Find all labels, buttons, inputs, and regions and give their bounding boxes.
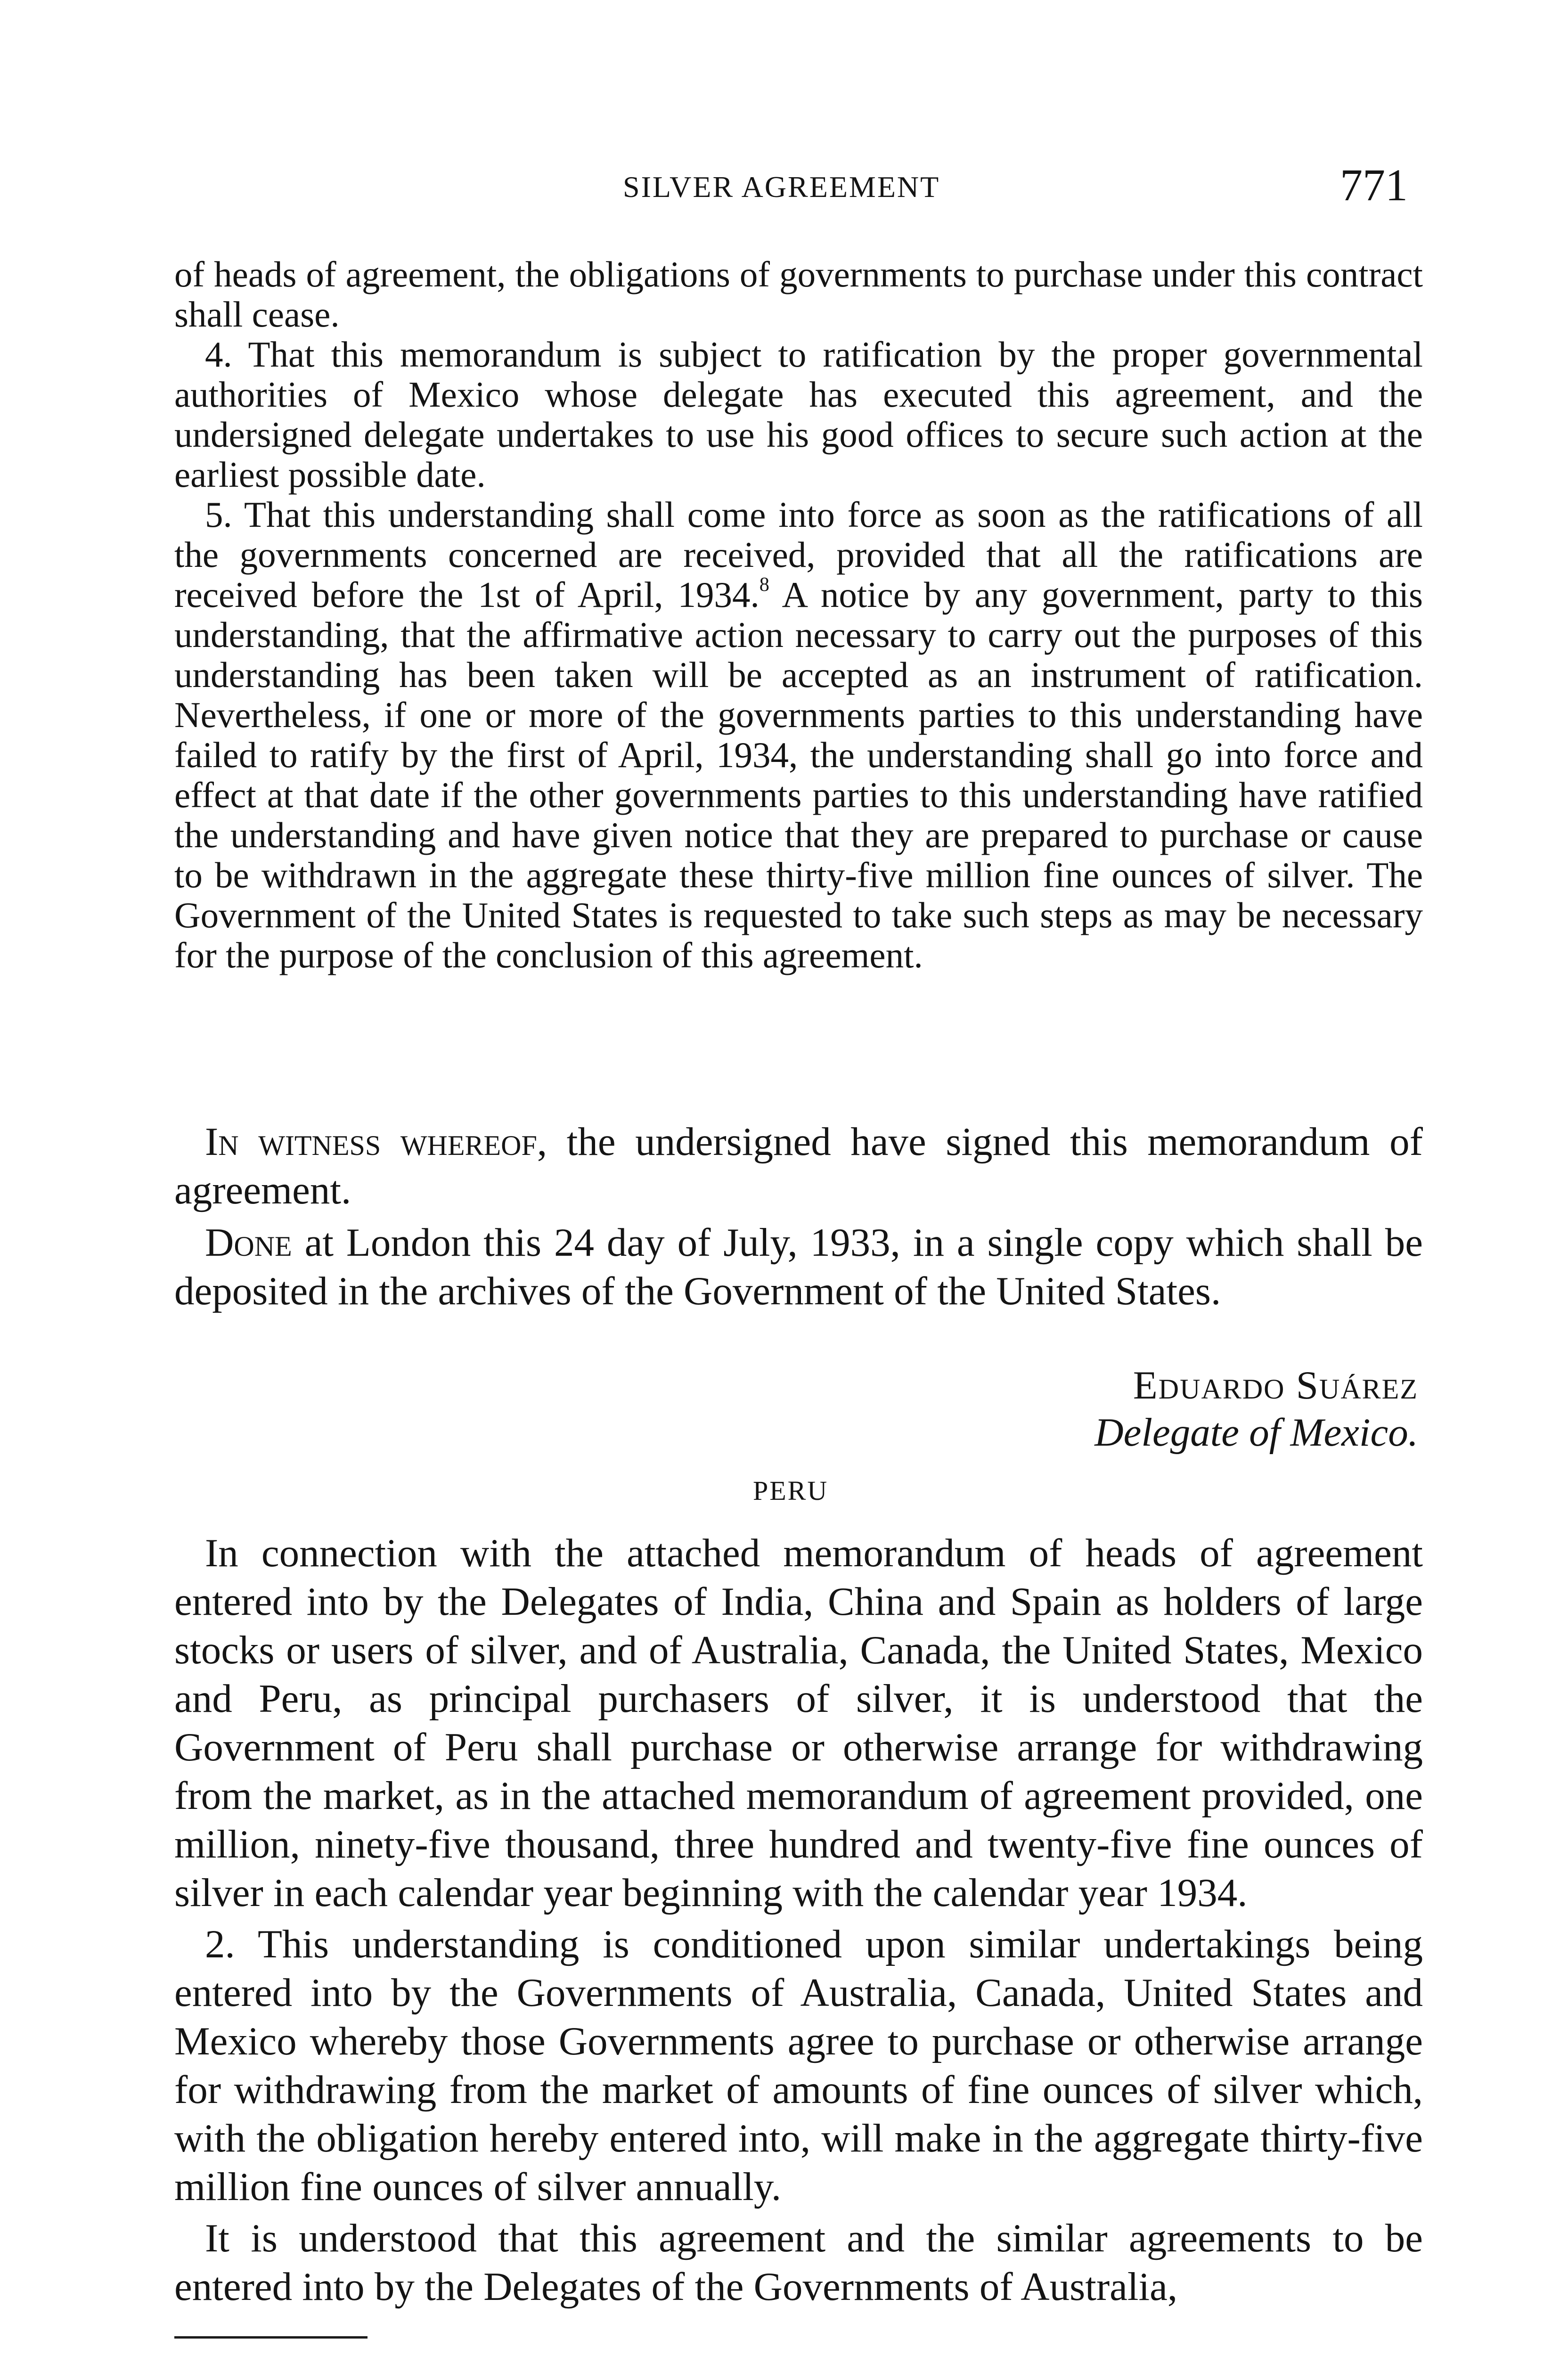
signatory-role: Delegate of Mexico.: [1094, 1410, 1418, 1455]
clause-5-text-rest: A notice by any government, party to this understanding, that the affirmative action necessary to carry out the purposes of this understanding has been taken will be accepted as an instrument of ratification. Nevertheless, if one or more of the governments parties to this understanding have failed to ratify by the first of April, 1934, the understanding shall go into force and effect at that date if the other governments parties to this understanding have ratified the understanding and have given notice that they are prepared to purchase or cause to be withdrawn in the aggregate these thirty-five million fine ounces of silver. The Government of the United States is requested to take such steps as may be necessary for the purpose of the conclusion of this agreement.: [174, 574, 1423, 975]
peru-paragraph-2: 2. This understanding is conditioned upon similar undertakings being entered into by the Governments of Australia, Canada, United States and Mexico whereby those Governments agree to purchase or otherwise arrange for withdrawing from the market of amounts of fine ounces of silver which, with the obligation hereby entered into, will make in the aggregate thirty-five million fine ounces of silver annually.: [174, 1922, 1423, 2209]
done-lead: Done: [205, 1220, 292, 1265]
section-heading: PERU: [753, 1475, 829, 1506]
done-paragraph: [174, 1219, 1423, 1316]
signature-block: [1094, 1362, 1418, 1456]
paragraph-continuation: of heads of agreement, the obligations of governments to purchase under this contract shall cease.: [174, 254, 1423, 335]
clause-5-text: 5. That this understanding shall come into force as soon as the ratifications of all the governments concerned are received, provided that all the ratifications are received before the 1st of April, 1934.: [174, 494, 1423, 615]
closing-text: [174, 1118, 1423, 1316]
page-number: 771: [1340, 160, 1408, 210]
peru-paragraph-1: In connection with the attached memorandum of heads of agreement entered into by the Delegates of India, China and Spain as holders of large stocks or users of silver, and of Australia, Canada, the United States, Mexico and Peru, as principal purchasers of silver, it is understood that the Government of Peru shall purchase or otherwise arrange for withdrawing from the market, as in the attached memorandum of agreement provided, one million, ninety-five thousand, three hundred and twenty-five fine ounces of silver in each calendar year beginning with the calendar year 1934.: [174, 1531, 1423, 1915]
footnote-divider: [174, 2336, 368, 2339]
witness-lead: In witness whereof,: [205, 1120, 547, 1164]
running-title: SILVER AGREEMENT: [623, 170, 940, 204]
paragraph-clause-4: 4. That this memorandum is subject to ratification by the proper governmental authorities of Mexico whose delegate has executed this agreement, and the undersigned delegate undertakes to use his good offices to secure such action at the earliest possible date.: [174, 334, 1423, 495]
continuation-text: [174, 254, 1423, 975]
peru-section: [174, 1529, 1423, 2311]
footnote-reference: 8: [759, 573, 769, 596]
signatory-name: Eduardo Suárez: [1133, 1363, 1418, 1407]
paragraph-clause-5: [174, 495, 1423, 975]
peru-paragraph-3: It is understood that this agreement and the similar agreements to be entered into by the Delegates of the Governments of Australia,: [174, 2216, 1423, 2309]
witness-paragraph: [174, 1118, 1423, 1215]
done-text: at London this 24 day of July, 1933, in a single copy which shall be deposited in the archives of the Government of the United States.: [174, 1220, 1423, 1313]
witness-text: the undersigned have signed this memorandum of agreement.: [174, 1120, 1423, 1212]
